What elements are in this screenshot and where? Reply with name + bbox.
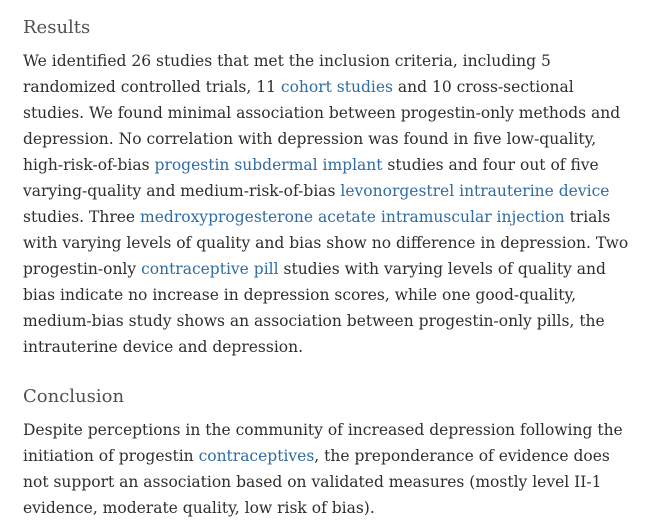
results-heading: Results [23, 17, 91, 38]
results-text: and 10 cross-sectional studies. We found minimal association between progestin-only methods and depression. No correlation with depression was found in five low-quality, high-risk-of-bias [23, 78, 621, 174]
contraceptives-link[interactable]: contraceptives [198, 447, 315, 465]
results-text: We identified 26 studies that met the inclusion criteria, including 5 randomized controlled trials, 11 [23, 52, 551, 96]
results-text: studies. Three [23, 208, 141, 226]
results-text: studies and four out of five varying-quality and medium-risk-of-bias [23, 156, 599, 200]
levonorgestrel-iud-link[interactable]: levonorgestrel intrauterine device [340, 182, 610, 200]
conclusion-section [23, 383, 635, 521]
conclusion-heading: Conclusion [23, 386, 125, 407]
conclusion-text: Despite perceptions in the community of increased depression following the initiation of progestin [23, 421, 623, 465]
conclusion-paragraph [23, 417, 635, 521]
contraceptive-pill-link[interactable]: contraceptive pill [141, 260, 279, 278]
results-paragraph [23, 48, 635, 360]
results-section [23, 14, 635, 360]
cohort-studies-link[interactable]: cohort studies [280, 78, 393, 96]
abstract [23, 14, 635, 521]
results-text: trials with varying levels of quality and bias show no difference in depression. Two progestin-only [23, 208, 629, 278]
progestin-subdermal-implant-link[interactable]: progestin subdermal implant [154, 156, 383, 174]
results-text: studies with varying levels of quality and bias indicate no increase in depression scores, while one good-quality, medium-bias study shows an association between progestin-only pills, the intrauterine device and depression. [23, 260, 606, 356]
medroxyprogesterone-injection-link[interactable]: medroxyprogesterone acetate intramuscular injection [140, 208, 565, 226]
conclusion-text: , the preponderance of evidence does not support an association based on validated measures (mostly level II-1 evidence, moderate quality, low risk of bias). [23, 447, 610, 517]
